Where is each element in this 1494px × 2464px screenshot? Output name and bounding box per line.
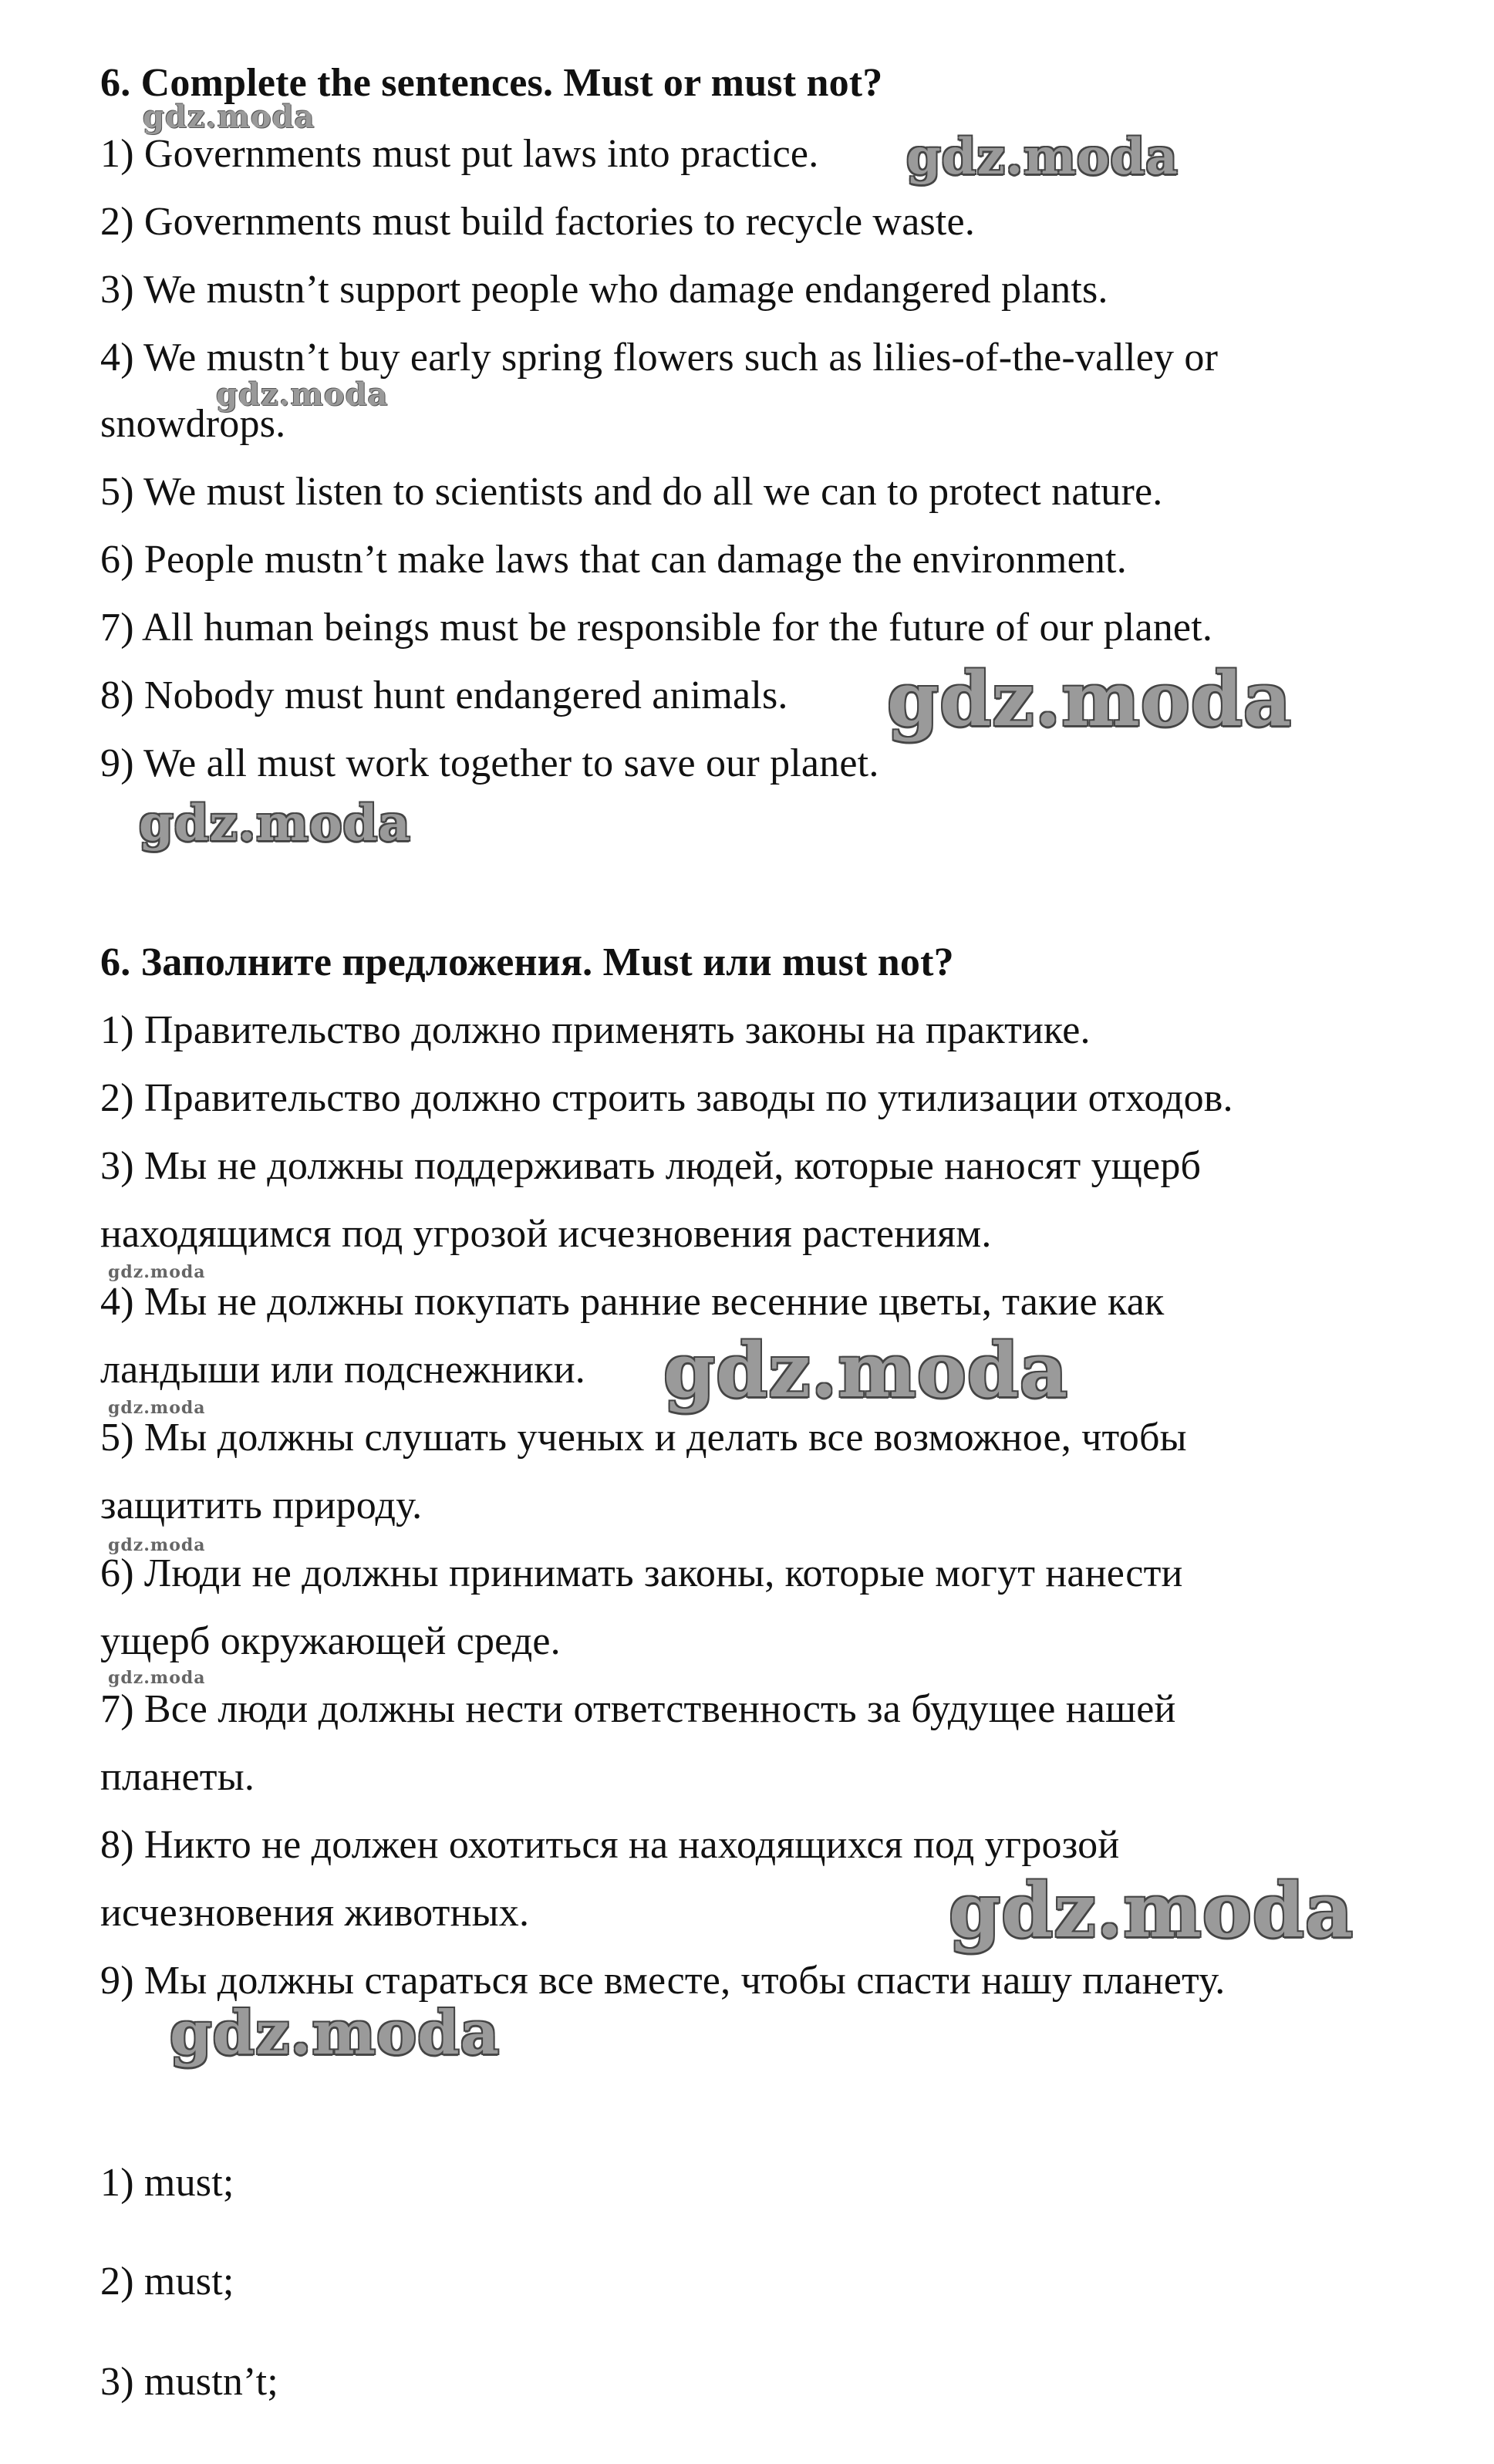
watermark-logo: gdz.moda (108, 1262, 206, 1282)
russian-item-7-cont: планеты. (100, 1755, 255, 1799)
english-item-3: 3) We mustn’t support people who damage endangered plants. (100, 268, 1108, 312)
russian-item-2: 2) Правительство должно строить заводы по утилизации отходов. (100, 1076, 1233, 1120)
watermark-logo: gdz.moda (143, 99, 315, 135)
russian-item-9: 9) Мы должны стараться все вместе, чтобы спасти нашу планету. (100, 1959, 1226, 2003)
russian-item-6-cont: ущерб окружающей среде. (100, 1619, 561, 1663)
english-heading: 6. Complete the sentences. Must or must not? (100, 61, 883, 105)
english-item-5: 5) We must listen to scientists and do all we can to protect nature. (100, 470, 1163, 514)
russian-item-1: 1) Правительство должно применять законы на практике. (100, 1008, 1091, 1052)
watermark-logo: gdz.moda (108, 1668, 206, 1688)
answer-3: 3) mustn’t; (100, 2360, 278, 2404)
russian-heading: 6. Заполните предложения. Must или must not? (100, 940, 954, 984)
english-item-4-cont: snowdrops. (100, 402, 286, 446)
watermark-logo: gdz.moda (663, 1327, 1069, 1414)
watermark-logo: gdz.moda (216, 376, 389, 413)
watermark-logo: gdz.moda (108, 1398, 206, 1418)
watermark-logo: gdz.moda (949, 1867, 1354, 1954)
russian-item-3: 3) Мы не должны поддерживать людей, которые наносят ущерб (100, 1144, 1202, 1188)
russian-item-4-cont: ландыши или подснежники. (100, 1348, 585, 1392)
english-item-9: 9) We all must work together to save our planet. (100, 741, 879, 785)
english-item-4: 4) We mustn’t buy early spring flowers such as lilies-of-the-valley or (100, 336, 1219, 380)
watermark-logo: gdz.moda (170, 1998, 501, 2068)
watermark-logo: gdz.moda (906, 128, 1179, 186)
english-item-6: 6) People mustn’t make laws that can damage the environment. (100, 538, 1127, 582)
russian-item-7: 7) Все люди должны нести ответственность за будущее нашей (100, 1687, 1176, 1731)
english-item-7: 7) All human beings must be responsible for the future of our planet. (100, 606, 1213, 650)
russian-item-5-cont: защитить природу. (100, 1483, 423, 1527)
watermark-logo: gdz.moda (139, 795, 411, 852)
russian-item-8: 8) Никто не должен охотиться на находящихся под угрозой (100, 1823, 1120, 1867)
answer-2: 2) must; (100, 2260, 234, 2304)
watermark-logo: gdz.moda (108, 1535, 206, 1555)
answer-1: 1) must; (100, 2161, 234, 2205)
russian-item-3-cont: находящимся под угрозой исчезновения растениям. (100, 1212, 992, 1256)
russian-item-4: 4) Мы не должны покупать ранние весенние цветы, такие как (100, 1280, 1165, 1324)
russian-item-8-cont: исчезновения животных. (100, 1891, 530, 1935)
watermark-logo: gdz.moda (887, 656, 1293, 743)
english-item-1: 1) Governments must put laws into practice. (100, 132, 819, 176)
russian-item-5: 5) Мы должны слушать ученых и делать все возможное, чтобы (100, 1416, 1187, 1460)
english-item-2: 2) Governments must build factories to recycle waste. (100, 200, 976, 244)
english-item-8: 8) Nobody must hunt endangered animals. (100, 673, 788, 717)
russian-item-6: 6) Люди не должны принимать законы, которые могут нанести (100, 1551, 1183, 1595)
